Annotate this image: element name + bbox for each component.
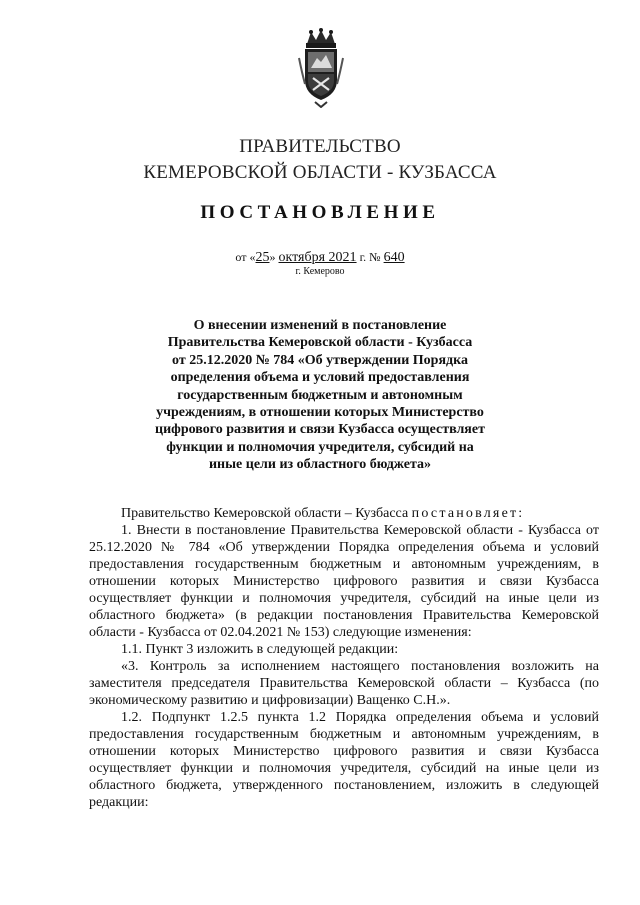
date-prefix: от « — [235, 250, 256, 264]
kemerovo-region-coat-of-arms-icon — [295, 28, 347, 108]
paragraph-quote-3: «3. Контроль за исполнением настоящего постановления возложить на заместителя председателя Правительства Кемеровской области – Кузбасса (по экономическому развитию и цифровизации) Ващенко С.Н.». — [89, 659, 599, 708]
title-line: О внесении изменений в постановление — [193, 318, 447, 333]
document-body — [89, 505, 599, 811]
date-mid: » — [269, 250, 276, 264]
date-number-line — [0, 250, 640, 265]
date-year-suffix: г. — [359, 250, 367, 264]
title-line: учреждениям, в отношении которых Министерство — [156, 405, 484, 421]
date-day: 25 — [255, 250, 270, 265]
document-type-heading: ПОСТАНОВЛЕНИЕ — [200, 202, 440, 223]
title-line: Правительства Кемеровской области - Кузбасса — [167, 335, 473, 351]
title-line: определения объема и условий предоставления — [170, 370, 470, 386]
paragraph-1-2: 1.2. Подпункт 1.2.5 пункта 1.2 Порядка определения объема и условий предоставления государственным бюджетным и автономным учреждениям, в отношении которых Министерство цифрового развития и связи Кузбасса осуществляет функции и полномочия учредителя, субсидий на иные цели из областного бюджета, утвержденного постановлением, изложить в следующей редакции: — [89, 710, 599, 810]
number-prefix: № — [369, 250, 381, 264]
intro-paragraph — [89, 505, 599, 522]
intro-verb: постановляет: — [411, 506, 525, 521]
title-line: функции и полномочия учредителя, субсидий на — [166, 439, 474, 455]
government-name-line-1: ПРАВИТЕЛЬСТВО — [239, 136, 401, 157]
paragraph-1-1: 1.1. Пункт 3 изложить в следующей редакции: — [121, 642, 399, 657]
government-name-line-2: КЕМЕРОВСКОЙ ОБЛАСТИ - КУЗБАССА — [143, 162, 497, 183]
title-line: цифрового развития и связи Кузбасса осуществляет — [155, 422, 485, 438]
date-month-year: октября 2021 — [278, 250, 357, 265]
document-title — [140, 317, 500, 474]
title-line: иные цели из областного бюджета» — [208, 457, 432, 473]
document-number: 640 — [383, 250, 405, 265]
city-label: г. Кемерово — [295, 266, 345, 277]
title-line: государственным бюджетным и автономным — [177, 387, 463, 403]
paragraph-1: 1. Внести в постановление Правительства Кемеровской области - Кузбасса от 25.12.2020 № 784 «Об утверждении Порядка определения объема и условий предоставления государственным бюджетным и автономным учреждениям, в отношении которых Министерство цифрового развития и связи Кузбасса осуществляет функции и полномочия учредителя, субсидий на иные цели из областного бюджета» (в редакции постановления Правительства Кемеровской области - Кузбасса от 02.04.2021 № 153) следующие изменения: — [89, 523, 599, 640]
title-line: от 25.12.2020 № 784 «Об утверждении Порядка — [172, 352, 468, 368]
intro-text: Правительство Кемеровской области – Кузбасса — [121, 506, 409, 521]
